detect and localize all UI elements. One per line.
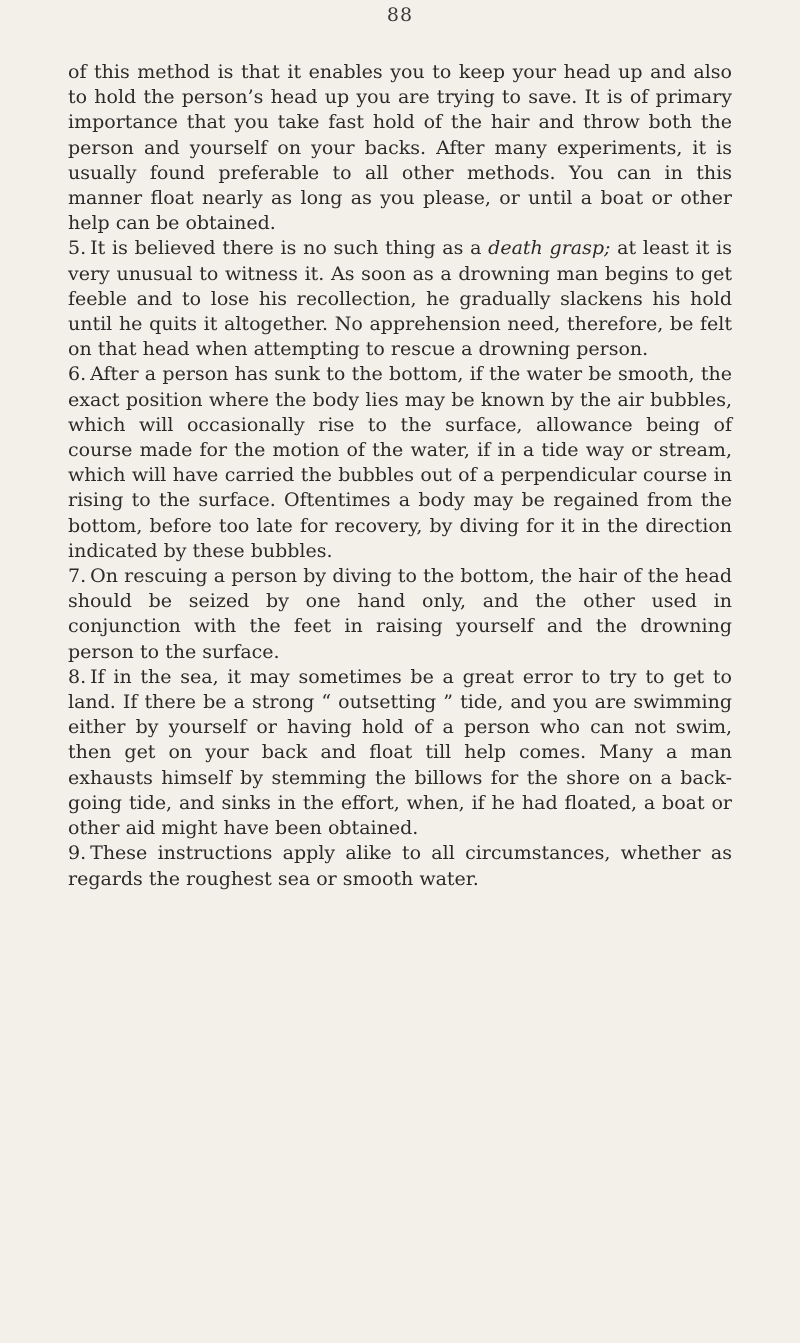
- paragraph-8: [68, 665, 732, 841]
- paragraph-text: On rescuing a person by diving to the bottom, the hair of the head should be seized by one hand only, and the other used in conjunction with the feet in raising yourself and the drowning person to the surface.: [68, 565, 732, 663]
- page-number: 88: [386, 4, 414, 26]
- paragraph-text: at least it is very unusual to witness it. As soon as a drowning man begins to get feeble and to lose his recollection, he gradually slackens his hold until he quits it altogether. No apprehension need, therefore, be felt on that head when attempting to rescue a drowning person.: [68, 237, 732, 361]
- paragraph-text: These instructions apply alike to all circumstances, whether as regards the roughest sea or smooth water.: [68, 842, 732, 890]
- paragraph-number: 7.: [68, 565, 87, 588]
- paragraph-intro: of this method is that it enables you to keep your head up and also to hold the person’s head up you are trying to save. It is of primary importance that you take fast hold of the hair and throw both the person and yourself on your backs. After many experiments, it is usually found preferable to all other methods. You can in this manner float nearly as long as you please, or until a boat or other help can be obtained.: [68, 61, 732, 235]
- paragraph-number: 5.: [68, 237, 87, 260]
- paragraph-7: [68, 564, 732, 665]
- italic-phrase: death grasp;: [488, 237, 611, 260]
- body-text: [68, 60, 732, 892]
- paragraph-text: If in the sea, it may sometimes be a great error to try to get to land. If there be a strong “ outsetting ” tide, and you are swimming either by yourself or having hold of a person who can not swim, then get on your back and float till help comes. Many a man exhausts himself by stemming the billows for the shore on a back-going tide, and sinks in the effort, when, if he had floated, a boat or other aid might have been obtained.: [68, 665, 732, 840]
- paragraph-9: [68, 841, 732, 891]
- paragraph-number: 8.: [68, 665, 87, 688]
- paragraph-number: 6.: [68, 363, 87, 386]
- paragraph-6: [68, 362, 732, 564]
- paragraph-number: 9.: [68, 842, 87, 865]
- paragraph-5: [68, 236, 732, 362]
- paragraph-text: After a person has sunk to the bottom, if the water be smooth, the exact position where the body lies may be known by the air bubbles, which will occasionally rise to the surface, allowance being of course made for the motion of the water, if in a tide way or stream, which will have carried the bubbles out of a perpendicular course in rising to the surface. Oftentimes a body may be regained from the bottom, before too late for recovery, by diving for it in the direction indicated by these bubbles.: [68, 363, 732, 562]
- paragraph-text: It is believed there is no such thing as a: [90, 237, 489, 260]
